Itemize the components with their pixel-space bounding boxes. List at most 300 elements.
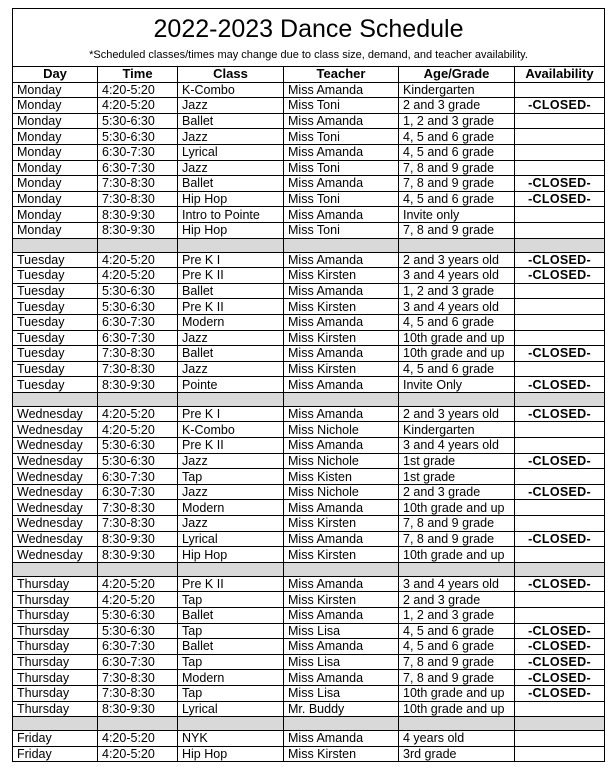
availability-cell <box>515 701 605 717</box>
teacher-cell: Miss Toni <box>284 222 399 238</box>
age-grade-cell: 2 and 3 grade <box>399 98 515 114</box>
time-cell: 6:30-7:30 <box>98 654 178 670</box>
header-teacher: Teacher <box>284 67 399 83</box>
teacher-cell: Miss Amanda <box>284 176 399 192</box>
teacher-cell: Miss Amanda <box>284 377 399 393</box>
availability-cell: -CLOSED- <box>515 377 605 393</box>
availability-cell <box>515 500 605 516</box>
age-grade-cell: 2 and 3 years old <box>399 406 515 422</box>
teacher-cell: Miss Amanda <box>284 283 399 299</box>
header-availability: Availability <box>515 67 605 83</box>
teacher-cell: Miss Toni <box>284 191 399 207</box>
day-cell: Wednesday <box>13 547 98 563</box>
separator-cell <box>98 238 178 252</box>
separator-cell <box>515 392 605 406</box>
class-cell: Tap <box>178 469 284 485</box>
class-cell: NYK <box>178 731 284 747</box>
time-cell: 5:30-6:30 <box>98 283 178 299</box>
day-cell: Thursday <box>13 576 98 592</box>
time-cell: 5:30-6:30 <box>98 608 178 624</box>
availability-cell: -CLOSED- <box>515 639 605 655</box>
time-cell: 5:30-6:30 <box>98 438 178 454</box>
table-row <box>13 531 605 547</box>
availability-cell: -CLOSED- <box>515 623 605 639</box>
separator-cell <box>399 392 515 406</box>
separator-cell <box>399 717 515 731</box>
age-grade-cell: 1st grade <box>399 469 515 485</box>
availability-cell <box>515 547 605 563</box>
table-row <box>13 746 605 762</box>
teacher-cell: Miss Kirsten <box>284 361 399 377</box>
availability-cell <box>515 283 605 299</box>
age-grade-cell: 3 and 4 years old <box>399 299 515 315</box>
availability-cell <box>515 299 605 315</box>
day-cell: Monday <box>13 144 98 160</box>
availability-cell <box>515 82 605 98</box>
table-row <box>13 406 605 422</box>
class-cell: Modern <box>178 314 284 330</box>
age-grade-cell: 10th grade and up <box>399 346 515 362</box>
teacher-cell: Miss Kirsten <box>284 592 399 608</box>
teacher-cell: Miss Amanda <box>284 639 399 655</box>
day-cell: Tuesday <box>13 346 98 362</box>
class-cell: Modern <box>178 670 284 686</box>
teacher-cell: Miss Kirsten <box>284 299 399 315</box>
time-cell: 7:30-8:30 <box>98 685 178 701</box>
teacher-cell: Miss Amanda <box>284 113 399 129</box>
time-cell: 8:30-9:30 <box>98 547 178 563</box>
table-row <box>13 176 605 192</box>
class-cell: Jazz <box>178 330 284 346</box>
availability-cell <box>515 222 605 238</box>
availability-cell: -CLOSED- <box>515 484 605 500</box>
table-row <box>13 516 605 532</box>
table-row <box>13 346 605 362</box>
title-row <box>13 9 605 48</box>
teacher-cell: Miss Nichole <box>284 422 399 438</box>
time-cell: 4:20-5:20 <box>98 592 178 608</box>
time-cell: 7:30-8:30 <box>98 191 178 207</box>
table-row <box>13 222 605 238</box>
age-grade-cell: 4, 5 and 6 grade <box>399 361 515 377</box>
day-cell: Monday <box>13 176 98 192</box>
availability-cell <box>515 330 605 346</box>
day-separator <box>13 392 605 406</box>
time-cell: 7:30-8:30 <box>98 176 178 192</box>
age-grade-cell: 4 years old <box>399 731 515 747</box>
separator-cell <box>178 717 284 731</box>
class-cell: Jazz <box>178 361 284 377</box>
class-cell: Pre K II <box>178 299 284 315</box>
day-cell: Tuesday <box>13 330 98 346</box>
availability-cell <box>515 731 605 747</box>
age-grade-cell: 3rd grade <box>399 746 515 762</box>
table-row <box>13 361 605 377</box>
class-cell: Lyrical <box>178 701 284 717</box>
time-cell: 7:30-8:30 <box>98 516 178 532</box>
table-row <box>13 283 605 299</box>
class-cell: Jazz <box>178 484 284 500</box>
separator-cell <box>178 562 284 576</box>
separator-cell <box>515 238 605 252</box>
teacher-cell: Miss Lisa <box>284 654 399 670</box>
time-cell: 4:20-5:20 <box>98 252 178 268</box>
time-cell: 5:30-6:30 <box>98 299 178 315</box>
header-time: Time <box>98 67 178 83</box>
table-row <box>13 623 605 639</box>
table-row <box>13 453 605 469</box>
age-grade-cell: 2 and 3 grade <box>399 592 515 608</box>
day-cell: Tuesday <box>13 252 98 268</box>
teacher-cell: Miss Amanda <box>284 82 399 98</box>
availability-cell <box>515 129 605 145</box>
class-cell: Jazz <box>178 129 284 145</box>
availability-cell: -CLOSED- <box>515 268 605 284</box>
age-grade-cell: 4, 5 and 6 grade <box>399 191 515 207</box>
teacher-cell: Miss Amanda <box>284 500 399 516</box>
separator-cell <box>284 238 399 252</box>
age-grade-cell: 10th grade and up <box>399 685 515 701</box>
day-cell: Wednesday <box>13 422 98 438</box>
age-grade-cell: 4, 5 and 6 grade <box>399 314 515 330</box>
class-cell: Tap <box>178 654 284 670</box>
day-cell: Tuesday <box>13 283 98 299</box>
table-row <box>13 268 605 284</box>
teacher-cell: Miss Kirsten <box>284 330 399 346</box>
header-row <box>13 67 605 83</box>
teacher-cell: Miss Lisa <box>284 623 399 639</box>
class-cell: Jazz <box>178 516 284 532</box>
teacher-cell: Miss Kirsten <box>284 268 399 284</box>
time-cell: 8:30-9:30 <box>98 222 178 238</box>
separator-cell <box>98 392 178 406</box>
teacher-cell: Miss Kirsten <box>284 516 399 532</box>
table-row <box>13 670 605 686</box>
time-cell: 6:30-7:30 <box>98 484 178 500</box>
separator-cell <box>13 562 98 576</box>
day-cell: Wednesday <box>13 500 98 516</box>
separator-cell <box>13 717 98 731</box>
age-grade-cell: 4, 5 and 6 grade <box>399 639 515 655</box>
day-cell: Monday <box>13 191 98 207</box>
class-cell: Ballet <box>178 608 284 624</box>
age-grade-cell: 3 and 4 years old <box>399 438 515 454</box>
table-row <box>13 422 605 438</box>
day-cell: Thursday <box>13 654 98 670</box>
availability-cell: -CLOSED- <box>515 252 605 268</box>
table-row <box>13 299 605 315</box>
class-cell: K-Combo <box>178 82 284 98</box>
teacher-cell: Miss Amanda <box>284 252 399 268</box>
separator-cell <box>515 717 605 731</box>
class-cell: Modern <box>178 500 284 516</box>
age-grade-cell: 4, 5 and 6 grade <box>399 129 515 145</box>
availability-cell: -CLOSED- <box>515 346 605 362</box>
teacher-cell: Miss Kirsten <box>284 547 399 563</box>
header-class: Class <box>178 67 284 83</box>
separator-cell <box>284 562 399 576</box>
class-cell: Ballet <box>178 283 284 299</box>
teacher-cell: Miss Amanda <box>284 576 399 592</box>
class-cell: Ballet <box>178 176 284 192</box>
age-grade-cell: 7, 8 and 9 grade <box>399 176 515 192</box>
separator-cell <box>284 392 399 406</box>
availability-cell: -CLOSED- <box>515 654 605 670</box>
table-row <box>13 592 605 608</box>
separator-cell <box>98 717 178 731</box>
time-cell: 5:30-6:30 <box>98 453 178 469</box>
class-cell: Lyrical <box>178 144 284 160</box>
age-grade-cell: 7, 8 and 9 grade <box>399 222 515 238</box>
teacher-cell: Miss Amanda <box>284 207 399 223</box>
table-row <box>13 252 605 268</box>
day-cell: Monday <box>13 129 98 145</box>
time-cell: 5:30-6:30 <box>98 623 178 639</box>
day-cell: Thursday <box>13 670 98 686</box>
availability-cell: -CLOSED- <box>515 685 605 701</box>
class-cell: Ballet <box>178 346 284 362</box>
day-cell: Thursday <box>13 623 98 639</box>
separator-cell <box>284 717 399 731</box>
day-cell: Wednesday <box>13 531 98 547</box>
separator-cell <box>13 238 98 252</box>
teacher-cell: Miss Lisa <box>284 685 399 701</box>
table-row <box>13 160 605 176</box>
availability-cell <box>515 160 605 176</box>
availability-cell <box>515 314 605 330</box>
age-grade-cell: 2 and 3 grade <box>399 484 515 500</box>
availability-cell <box>515 361 605 377</box>
header-day: Day <box>13 67 98 83</box>
age-grade-cell: 7, 8 and 9 grade <box>399 516 515 532</box>
schedule-table <box>12 8 605 762</box>
age-grade-cell: 1st grade <box>399 453 515 469</box>
table-row <box>13 469 605 485</box>
class-cell: Pre K II <box>178 438 284 454</box>
availability-cell <box>515 422 605 438</box>
availability-cell <box>515 144 605 160</box>
teacher-cell: Miss Amanda <box>284 731 399 747</box>
schedule-note: *Scheduled classes/times may change due to class size, demand, and teacher availability. <box>13 47 605 67</box>
class-cell: Pre K II <box>178 576 284 592</box>
availability-cell: -CLOSED- <box>515 453 605 469</box>
age-grade-cell: Invite Only <box>399 377 515 393</box>
teacher-cell: Miss Amanda <box>284 438 399 454</box>
time-cell: 6:30-7:30 <box>98 314 178 330</box>
day-cell: Wednesday <box>13 406 98 422</box>
teacher-cell: Miss Amanda <box>284 608 399 624</box>
day-cell: Tuesday <box>13 268 98 284</box>
day-cell: Friday <box>13 731 98 747</box>
teacher-cell: Miss Amanda <box>284 670 399 686</box>
age-grade-cell: 1, 2 and 3 grade <box>399 283 515 299</box>
age-grade-cell: 2 and 3 years old <box>399 252 515 268</box>
table-row <box>13 438 605 454</box>
class-cell: Pre K I <box>178 252 284 268</box>
class-cell: Jazz <box>178 160 284 176</box>
day-cell: Monday <box>13 160 98 176</box>
header-age-grade: Age/Grade <box>399 67 515 83</box>
day-cell: Thursday <box>13 639 98 655</box>
availability-cell <box>515 516 605 532</box>
time-cell: 7:30-8:30 <box>98 361 178 377</box>
day-cell: Wednesday <box>13 516 98 532</box>
time-cell: 7:30-8:30 <box>98 500 178 516</box>
day-cell: Monday <box>13 98 98 114</box>
time-cell: 5:30-6:30 <box>98 129 178 145</box>
time-cell: 4:20-5:20 <box>98 406 178 422</box>
time-cell: 6:30-7:30 <box>98 160 178 176</box>
class-cell: Pre K II <box>178 268 284 284</box>
age-grade-cell: 7, 8 and 9 grade <box>399 531 515 547</box>
day-cell: Tuesday <box>13 314 98 330</box>
teacher-cell: Miss Amanda <box>284 531 399 547</box>
class-cell: Tap <box>178 685 284 701</box>
day-separator <box>13 562 605 576</box>
age-grade-cell: Kindergarten <box>399 422 515 438</box>
table-row <box>13 377 605 393</box>
day-cell: Monday <box>13 207 98 223</box>
table-row <box>13 701 605 717</box>
day-separator <box>13 717 605 731</box>
class-cell: Jazz <box>178 453 284 469</box>
class-cell: Pointe <box>178 377 284 393</box>
time-cell: 6:30-7:30 <box>98 330 178 346</box>
class-cell: Tap <box>178 592 284 608</box>
day-cell: Thursday <box>13 685 98 701</box>
table-row <box>13 129 605 145</box>
age-grade-cell: 10th grade and up <box>399 500 515 516</box>
time-cell: 8:30-9:30 <box>98 207 178 223</box>
teacher-cell: Miss Amanda <box>284 314 399 330</box>
day-cell: Wednesday <box>13 438 98 454</box>
teacher-cell: Miss Toni <box>284 160 399 176</box>
table-row <box>13 731 605 747</box>
time-cell: 7:30-8:30 <box>98 346 178 362</box>
table-row <box>13 82 605 98</box>
availability-cell <box>515 746 605 762</box>
table-row <box>13 98 605 114</box>
age-grade-cell: 1, 2 and 3 grade <box>399 113 515 129</box>
availability-cell: -CLOSED- <box>515 406 605 422</box>
time-cell: 6:30-7:30 <box>98 469 178 485</box>
separator-cell <box>178 392 284 406</box>
teacher-cell: Miss Nichole <box>284 484 399 500</box>
class-cell: Tap <box>178 623 284 639</box>
day-cell: Thursday <box>13 701 98 717</box>
age-grade-cell: 1, 2 and 3 grade <box>399 608 515 624</box>
day-cell: Tuesday <box>13 299 98 315</box>
time-cell: 4:20-5:20 <box>98 731 178 747</box>
class-cell: Lyrical <box>178 531 284 547</box>
schedule-sheet <box>12 8 604 770</box>
availability-cell <box>515 608 605 624</box>
separator-cell <box>178 238 284 252</box>
table-row <box>13 330 605 346</box>
availability-cell: -CLOSED- <box>515 670 605 686</box>
day-cell: Wednesday <box>13 469 98 485</box>
age-grade-cell: 10th grade and up <box>399 701 515 717</box>
class-cell: Hip Hop <box>178 222 284 238</box>
availability-cell: -CLOSED- <box>515 576 605 592</box>
time-cell: 5:30-6:30 <box>98 113 178 129</box>
separator-cell <box>13 392 98 406</box>
teacher-cell: Miss Amanda <box>284 346 399 362</box>
day-cell: Tuesday <box>13 361 98 377</box>
time-cell: 4:20-5:20 <box>98 422 178 438</box>
age-grade-cell: 7, 8 and 9 grade <box>399 670 515 686</box>
table-row <box>13 191 605 207</box>
age-grade-cell: Kindergarten <box>399 82 515 98</box>
page-title: 2022-2023 Dance Schedule <box>13 9 605 48</box>
separator-cell <box>399 238 515 252</box>
teacher-cell: Miss Nichole <box>284 453 399 469</box>
age-grade-cell: 3 and 4 years old <box>399 576 515 592</box>
table-row <box>13 144 605 160</box>
class-cell: Jazz <box>178 98 284 114</box>
availability-cell <box>515 592 605 608</box>
time-cell: 4:20-5:20 <box>98 98 178 114</box>
table-row <box>13 654 605 670</box>
table-row <box>13 500 605 516</box>
time-cell: 7:30-8:30 <box>98 670 178 686</box>
table-row <box>13 207 605 223</box>
class-cell: Ballet <box>178 113 284 129</box>
day-separator <box>13 238 605 252</box>
day-cell: Tuesday <box>13 377 98 393</box>
time-cell: 8:30-9:30 <box>98 701 178 717</box>
separator-cell <box>515 562 605 576</box>
table-row <box>13 608 605 624</box>
availability-cell: -CLOSED- <box>515 176 605 192</box>
availability-cell: -CLOSED- <box>515 191 605 207</box>
day-cell: Monday <box>13 82 98 98</box>
class-cell: Hip Hop <box>178 547 284 563</box>
day-cell: Wednesday <box>13 484 98 500</box>
age-grade-cell: Invite only <box>399 207 515 223</box>
day-cell: Friday <box>13 746 98 762</box>
class-cell: K-Combo <box>178 422 284 438</box>
time-cell: 6:30-7:30 <box>98 639 178 655</box>
time-cell: 6:30-7:30 <box>98 144 178 160</box>
class-cell: Ballet <box>178 639 284 655</box>
separator-cell <box>399 562 515 576</box>
time-cell: 4:20-5:20 <box>98 82 178 98</box>
table-row <box>13 547 605 563</box>
table-row <box>13 639 605 655</box>
table-row <box>13 484 605 500</box>
availability-cell <box>515 469 605 485</box>
day-cell: Thursday <box>13 592 98 608</box>
time-cell: 8:30-9:30 <box>98 377 178 393</box>
note-row <box>13 47 605 67</box>
availability-cell <box>515 438 605 454</box>
day-cell: Monday <box>13 113 98 129</box>
day-cell: Wednesday <box>13 453 98 469</box>
age-grade-cell: 10th grade and up <box>399 330 515 346</box>
class-cell: Hip Hop <box>178 191 284 207</box>
time-cell: 4:20-5:20 <box>98 746 178 762</box>
age-grade-cell: 4, 5 and 6 grade <box>399 144 515 160</box>
class-cell: Hip Hop <box>178 746 284 762</box>
day-cell: Monday <box>13 222 98 238</box>
time-cell: 4:20-5:20 <box>98 576 178 592</box>
age-grade-cell: 7, 8 and 9 grade <box>399 160 515 176</box>
separator-cell <box>98 562 178 576</box>
teacher-cell: Miss Kisten <box>284 469 399 485</box>
class-cell: Intro to Pointe <box>178 207 284 223</box>
time-cell: 8:30-9:30 <box>98 531 178 547</box>
